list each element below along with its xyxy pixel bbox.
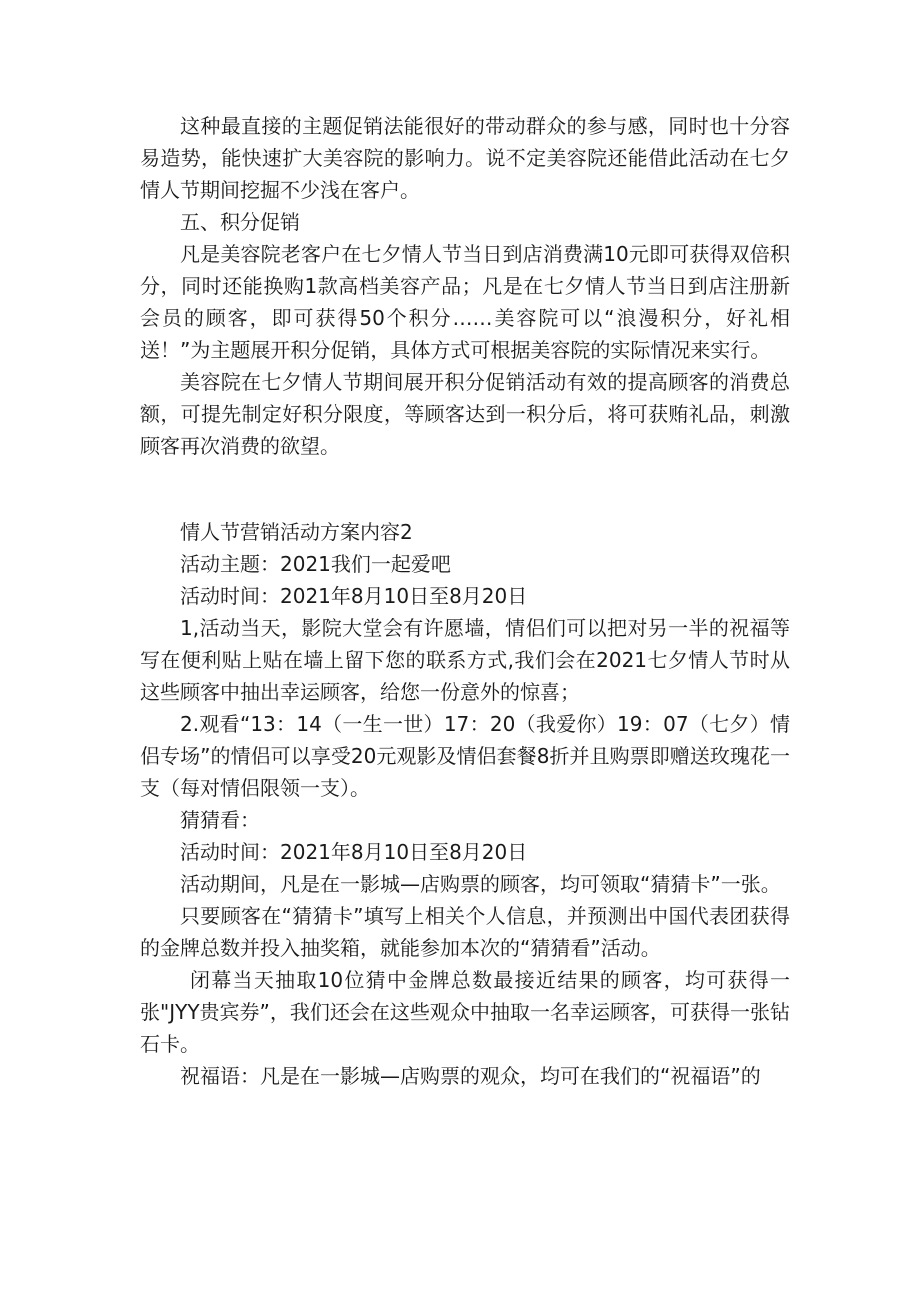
- paragraph-wish-wall: 1,活动当天，影院大堂会有许愿墙，情侣们可以把对另一半的祝福等写在便利贴上贴在墙上留下您的联系方式,我们会在2021七夕情人节时从这些顾客中抽出幸运顾客，给您一份意外的惊喜；: [140, 616, 790, 704]
- paragraph-blessing: 祝福语：凡是在一影城—店购票的观众，均可在我们的“祝福语”的: [180, 1064, 761, 1088]
- paragraph-couple-screening: 2.观看“13：14（一生一世）17：20（我爱你）19：07（七夕）情侣专场”的情侣可以享受20元观影及情侣套餐8折并且购票即赠送玫瑰花一支（每对情侣限领一支）。: [140, 712, 790, 800]
- paragraph-points-benefit: 美容院在七夕情人节期间展开积分促销活动有效的提高顾客的消费总额，可提先制定好积分限度，等顾客达到一积分后，将可获贿礼品，刺激顾客再次消费的欲望。: [140, 370, 790, 458]
- activity-theme: 活动主题：2021我们一起爱吧: [180, 552, 451, 576]
- activity-time-1: 活动时间：2021年8月10日至8月20日: [180, 584, 528, 608]
- section-heading-guess: 猜猜看：: [180, 808, 260, 832]
- paragraph-guess-card: 活动期间，凡是在一影城—店购票的顾客，均可领取“猜猜卡”一张。: [180, 872, 781, 896]
- paragraph-guess-rules: 只要顾客在“猜猜卡”填写上相关个人信息，并预测出中国代表团获得的金牌总数并投入抽奖箱，就能参加本次的“猜猜看”活动。: [140, 904, 790, 960]
- section-heading-points-promotion: 五、积分促销: [180, 210, 300, 234]
- document-body: [140, 110, 790, 1092]
- activity-time-2: 活动时间：2021年8月10日至8月20日: [180, 840, 528, 864]
- paragraph-intro: 这种最直接的主题促销法能很好的带动群众的参与感，同时也十分容易造势，能快速扩大美容院的影响力。说不定美容院还能借此活动在七夕情人节期间挖掘不少浅在客户。: [140, 114, 790, 202]
- paragraph-closing-draw: 闭幕当天抽取10位猜中金牌总数最接近结果的顾客，均可获得一张"JYY贵宾券”，我们还会在这些观众中抽取一名幸运顾客，可获得一张钻石卡。: [140, 968, 790, 1056]
- section-heading-plan-2: 情人节营销活动方案内容2: [180, 520, 413, 544]
- paragraph-points-details: 凡是美容院老客户在七夕情人节当日到店消费满10元即可获得双倍积分，同时还能换购1款高档美容产品；凡是在七夕情人节当日到店注册新会员的顾客，即可获得50个积分……美容院可以“浪漫积分，好礼相送！”为主题展开积分促销，具体方式可根据美容院的实际情况来实行。: [140, 242, 790, 362]
